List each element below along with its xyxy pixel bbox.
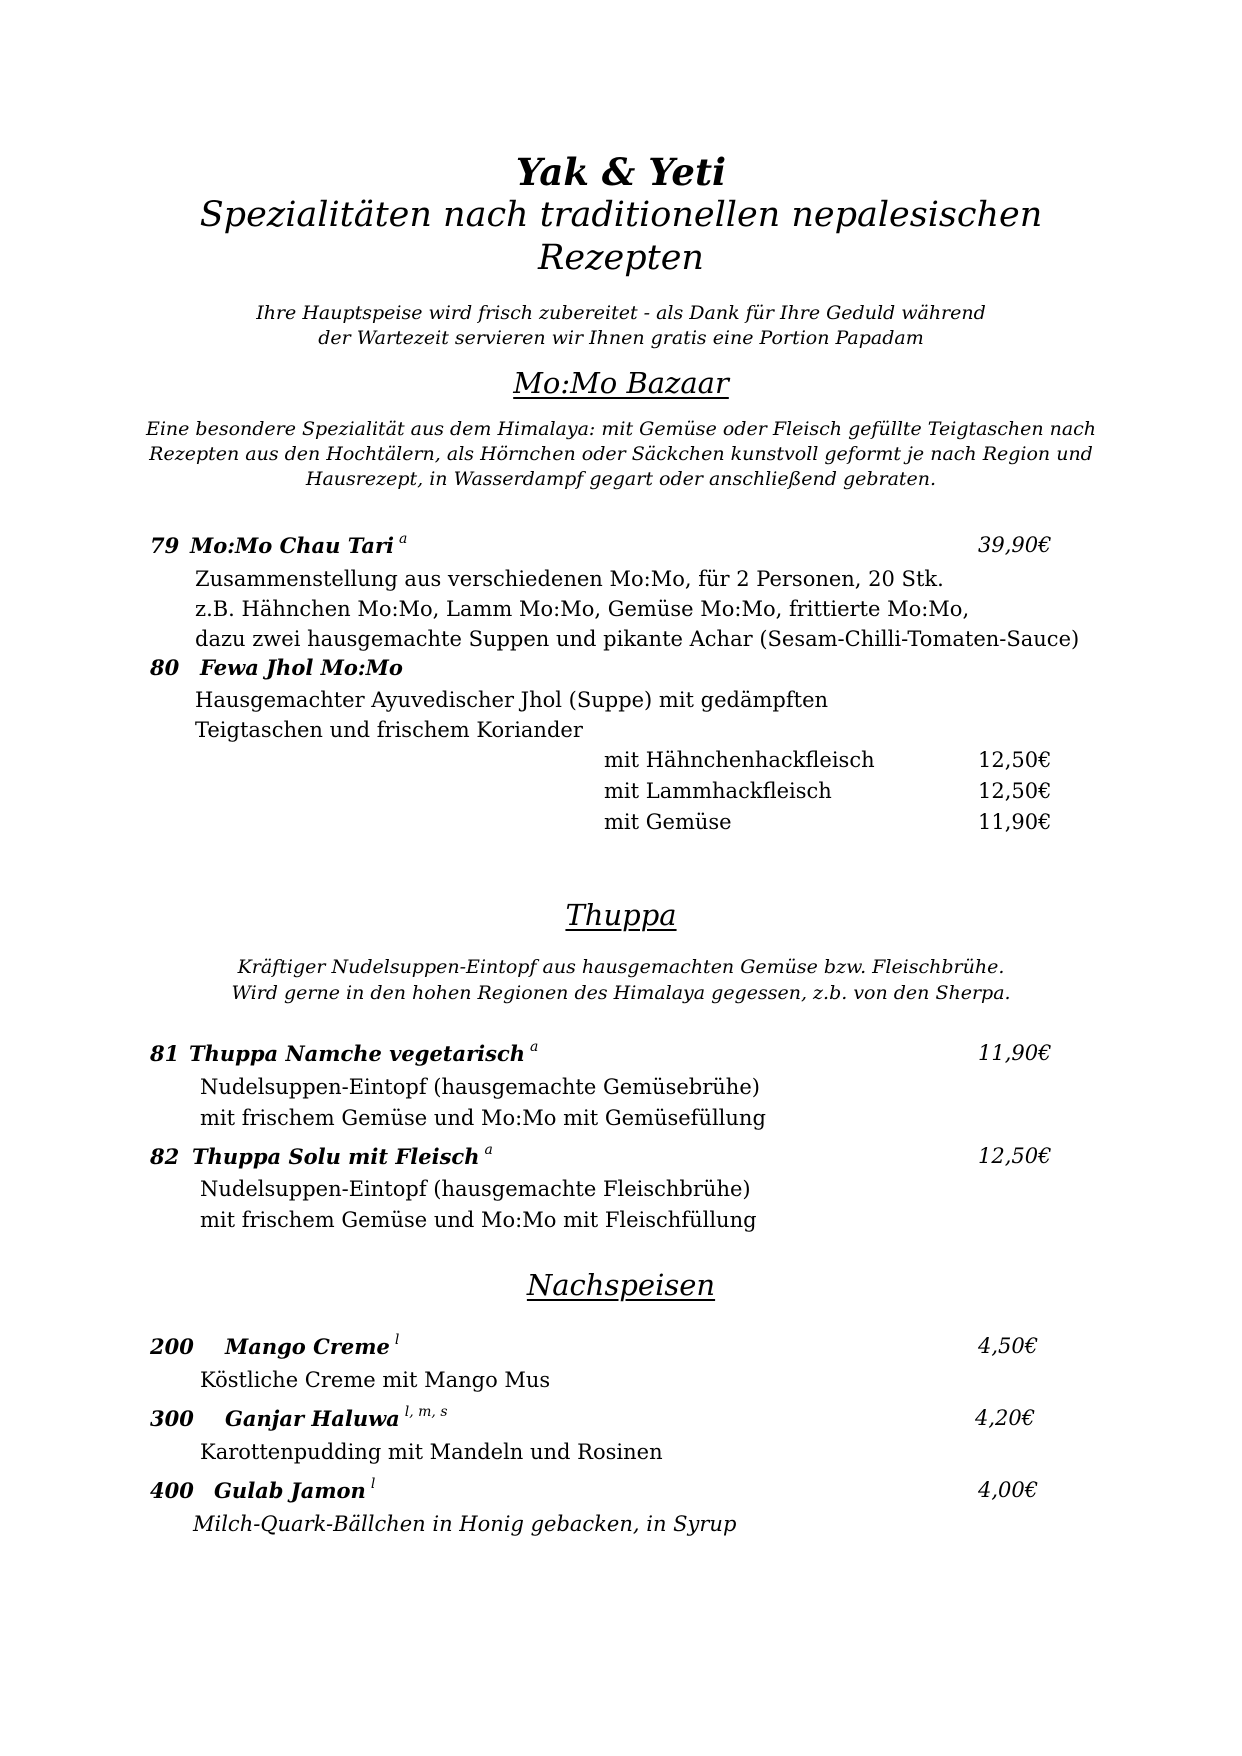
item-description-line: Teigtaschen und frischem Koriander [195, 718, 583, 742]
item-name-text: Ganjar Haluwa [225, 1406, 400, 1431]
item-description-line: Hausgemachter Ayuvedischer Jhol (Suppe) mit gedämpften [195, 688, 829, 712]
allergen-marker: a [484, 1142, 493, 1158]
item-description-line: Zusammenstellung aus verschiedenen Mo:Mo, für 2 Personen, 20 Stk. [195, 567, 944, 591]
allergen-marker: a [530, 1039, 539, 1055]
item-description-line: z.B. Hähnchen Mo:Mo, Lamm Mo:Mo, Gemüse Mo:Mo, frittierte Mo:Mo, [195, 597, 970, 621]
item-name [192, 1144, 493, 1169]
item-number: 300 [150, 1406, 194, 1431]
item-name-text: Thuppa Namche vegetarisch [189, 1041, 526, 1066]
item-name-text: Thuppa Solu mit Fleisch [192, 1144, 480, 1169]
item-description-line: Karottenpudding mit Mandeln und Rosinen [200, 1440, 663, 1464]
section-heading-desserts: Nachspeisen [526, 1268, 716, 1302]
item-description-line: mit frischem Gemüse und Mo:Mo mit Fleischfüllung [200, 1208, 757, 1232]
variant-price: 11,90€ [978, 810, 1052, 834]
section-heading-momo: Mo:Mo Bazaar [513, 366, 729, 400]
item-number: 82 [150, 1144, 180, 1169]
item-price: 12,50€ [978, 1144, 1052, 1168]
page-title: Yak & Yeti [515, 150, 727, 194]
item-price: 4,00€ [978, 1478, 1039, 1502]
variant-label: mit Lammhackfleisch [604, 779, 832, 803]
item-description-line: mit frischem Gemüse und Mo:Mo mit Gemüsefüllung [200, 1106, 766, 1130]
item-number: 200 [150, 1334, 194, 1359]
allergen-marker: l, m, s [404, 1404, 448, 1420]
item-number: 79 [150, 533, 180, 558]
subtitle-line-1: Spezialitäten nach traditionellen nepalesischen [199, 195, 1043, 235]
item-name [190, 533, 407, 558]
thuppa-intro-line-1: Kräftiger Nudelsuppen-Eintopf aus hausgemachten Gemüse bzw. Fleischbrühe. [237, 956, 1005, 978]
item-name [225, 1334, 399, 1359]
momo-intro-line-3: Hausrezept, in Wasserdampf gegart oder anschließend gebraten. [305, 468, 937, 490]
momo-intro-line-1: Eine besondere Spezialität aus dem Himalaya: mit Gemüse oder Fleisch gefüllte Teigtaschen nach [145, 418, 1097, 440]
item-name: Fewa Jhol Mo:Mo [200, 655, 403, 680]
item-name-text: Mango Creme [225, 1334, 390, 1359]
item-price: 11,90€ [978, 1041, 1052, 1065]
variant-label: mit Gemüse [604, 810, 732, 834]
note-line-2: der Wartezeit servieren wir Ihnen gratis eine Portion Papadam [318, 327, 924, 349]
item-price: 4,50€ [978, 1334, 1039, 1358]
variant-label: mit Hähnchenhackfleisch [604, 748, 875, 772]
item-description-line: Nudelsuppen-Eintopf (hausgemachte Fleischbrühe) [200, 1177, 751, 1201]
item-name [225, 1406, 448, 1431]
subtitle-line-2: Rezepten [538, 238, 704, 278]
thuppa-intro-line-2: Wird gerne in den hohen Regionen des Himalaya gegessen, z.b. von den Sherpa. [231, 982, 1011, 1004]
item-name-text: Gulab Jamon [214, 1478, 366, 1503]
allergen-marker: l [394, 1332, 400, 1348]
item-price: 39,90€ [978, 533, 1052, 557]
item-description-line: Köstliche Creme mit Mango Mus [200, 1368, 551, 1392]
note-line-1: Ihre Hauptspeise wird frisch zubereitet - als Dank für Ihre Geduld während [256, 302, 986, 324]
allergen-marker: a [399, 531, 408, 547]
item-name-text: Mo:Mo Chau Tari [190, 533, 395, 558]
item-number: 81 [150, 1041, 180, 1066]
item-name [214, 1478, 375, 1503]
item-description-line: dazu zwei hausgemachte Suppen und pikante Achar (Sesam-Chilli-Tomaten-Sauce) [195, 627, 1080, 651]
variant-price: 12,50€ [978, 748, 1052, 772]
item-number: 400 [150, 1478, 194, 1503]
item-description-line: Milch-Quark-Bällchen in Honig gebacken, in Syrup [193, 1512, 737, 1536]
item-price: 4,20€ [975, 1406, 1036, 1430]
item-name [189, 1041, 538, 1066]
item-number: 80 [150, 655, 180, 680]
item-description-line: Nudelsuppen-Eintopf (hausgemachte Gemüsebrühe) [200, 1075, 760, 1099]
variant-price: 12,50€ [978, 779, 1052, 803]
momo-intro-line-2: Rezepten aus den Hochtälern, als Hörnchen oder Säckchen kunstvoll geformt je nach Region und [149, 443, 1093, 465]
section-heading-thuppa: Thuppa [565, 898, 677, 932]
allergen-marker: l [370, 1476, 376, 1492]
